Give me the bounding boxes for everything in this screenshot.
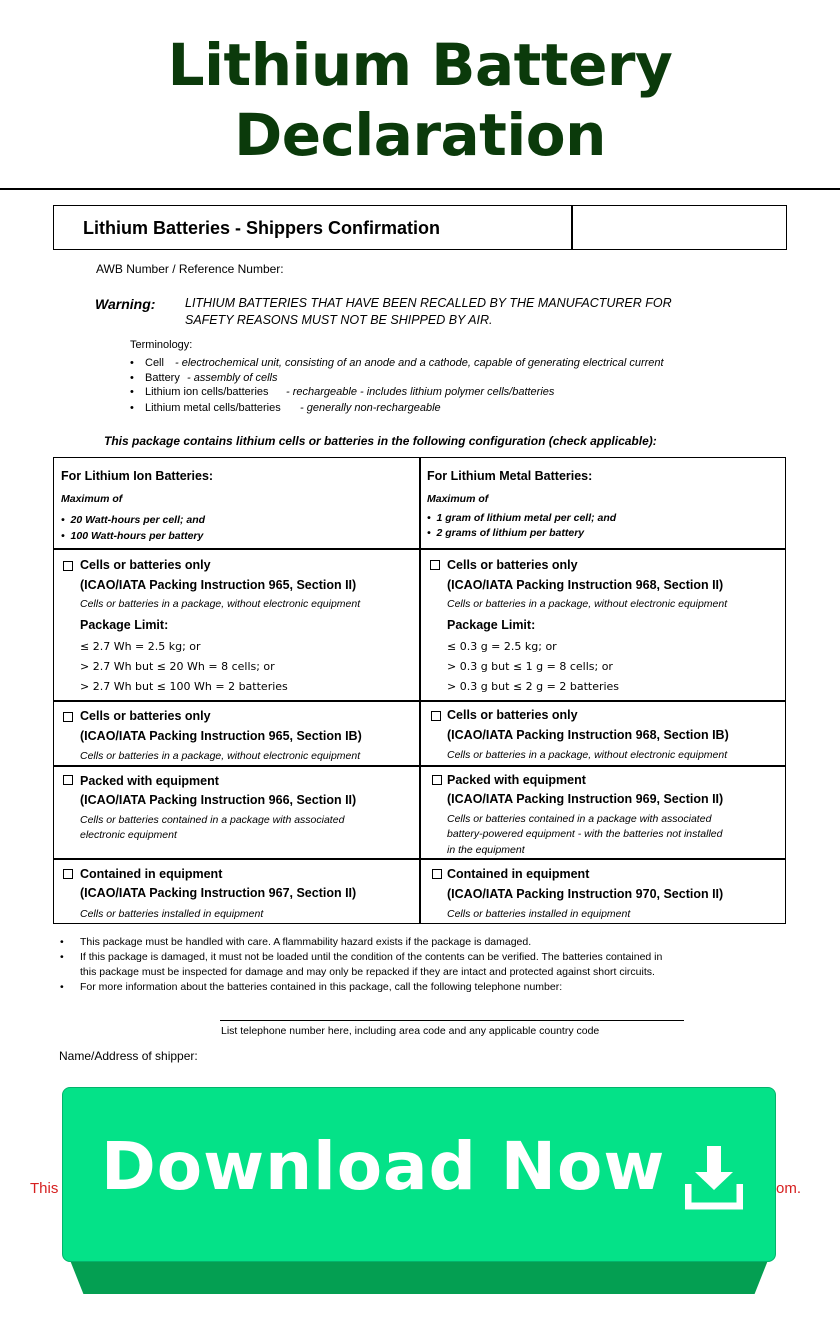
option-description: Cells or batteries in a package, without electronic equipment: [447, 749, 728, 761]
ion-pi966-checkbox[interactable]: [63, 775, 73, 785]
package-limit: > 2.7 Wh but ≤ 100 Wh = 2 batteries: [80, 680, 288, 693]
package-limit: > 0.3 g but ≤ 2 g = 2 batteries: [447, 680, 620, 693]
header-divider: [571, 206, 573, 249]
term-name: Lithium metal cells/batteries: [145, 402, 281, 414]
ion-limit-text: 20 Watt-hours per cell; and: [70, 514, 206, 526]
configuration-instruction: This package contains lithium cells or batteries in the following configuration (check applicable):: [104, 434, 657, 448]
metal-limit-text: 2 grams of lithium per battery: [436, 527, 585, 539]
ion-limit: • 100 Watt-hours per battery: [61, 530, 204, 542]
term-name: Cell: [145, 357, 164, 369]
package-limit: > 0.3 g but ≤ 1 g = 8 cells; or: [447, 660, 613, 673]
option-instruction: (ICAO/IATA Packing Instruction 965, Section IB): [80, 729, 362, 743]
note-text: This package must be handled with care. A flammability hazard exists if the package is damaged.: [80, 936, 532, 948]
option-title: Packed with equipment: [447, 773, 586, 787]
option-instruction: (ICAO/IATA Packing Instruction 965, Section II): [80, 578, 357, 592]
warning-text: LITHIUM BATTERIES THAT HAVE BEEN RECALLED BY THE MANUFACTURER FOR SAFETY REASONS MUST NOT BE SHIPPED BY AIR.: [185, 296, 672, 327]
terminology-title: Terminology:: [130, 339, 193, 351]
table-column-divider: [419, 457, 421, 924]
option-title: Cells or batteries only: [447, 708, 578, 722]
title-divider: [0, 188, 840, 190]
table-row-divider: [53, 548, 786, 550]
term-definition: - generally non-rechargeable: [300, 402, 441, 414]
warning-label: Warning:: [95, 296, 156, 312]
form-header-title: Lithium Batteries - Shippers Confirmation: [83, 218, 441, 238]
option-description: battery-powered equipment - with the batteries not installed: [447, 828, 723, 840]
package-limit-title: Package Limit:: [80, 618, 169, 632]
option-description: Cells or batteries in a package, without electronic equipment: [447, 598, 728, 610]
package-limit: > 2.7 Wh but ≤ 20 Wh = 8 cells; or: [80, 660, 275, 673]
metal-limit: • 1 gram of lithium metal per cell; and: [427, 512, 617, 524]
package-limit-title: Package Limit:: [447, 618, 536, 632]
option-description: Cells or batteries in a package, without electronic equipment: [80, 598, 361, 610]
package-limit: ≤ 0.3 g = 2.5 kg; or: [447, 640, 557, 653]
term-name: Lithium ion cells/batteries: [145, 386, 269, 398]
option-description: Cells or batteries in a package, without electronic equipment: [80, 750, 361, 762]
download-now-button[interactable]: [62, 1087, 776, 1262]
metal-pi968-section-ii-checkbox[interactable]: [430, 560, 440, 570]
ion-limit-text: 100 Watt-hours per battery: [70, 530, 204, 542]
option-title: Packed with equipment: [80, 774, 219, 788]
option-instruction: (ICAO/IATA Packing Instruction 969, Section II): [447, 792, 724, 806]
ion-pi965-section-ib-checkbox[interactable]: [63, 712, 73, 722]
term-definition: - rechargeable - includes lithium polymer cells/batteries: [286, 386, 555, 398]
option-description: Cells or batteries installed in equipment: [447, 908, 631, 920]
metal-pi968-section-ib-checkbox[interactable]: [431, 711, 441, 721]
ion-heading: For Lithium Ion Batteries:: [61, 469, 214, 483]
red-text-left: This: [30, 1180, 59, 1197]
ion-pi967-checkbox[interactable]: [63, 869, 73, 879]
form-header: [53, 205, 787, 250]
option-instruction: (ICAO/IATA Packing Instruction 966, Section II): [80, 793, 357, 807]
option-instruction: (ICAO/IATA Packing Instruction 970, Section II): [447, 887, 724, 901]
option-description: Cells or batteries contained in a package with associated: [80, 814, 345, 826]
phone-number-line[interactable]: [220, 1020, 684, 1021]
red-text-right: om.: [776, 1180, 802, 1197]
option-title: Cells or batteries only: [80, 558, 211, 572]
awb-label: AWB Number / Reference Number:: [96, 262, 284, 276]
option-description: Cells or batteries installed in equipment: [80, 908, 264, 920]
note-text: For more information about the batteries contained in this package, call the following telephone number:: [80, 981, 563, 993]
term-name: Battery: [145, 372, 180, 384]
term-definition: - electrochemical unit, consisting of an anode and a cathode, capable of generating electrical current: [175, 357, 664, 369]
package-limit: ≤ 2.7 Wh = 2.5 kg; or: [80, 640, 201, 653]
note-text: this package must be inspected for damage and may only be repacked if they are intact and protected against short circuits.: [80, 966, 655, 978]
metal-limit: • 2 grams of lithium per battery: [427, 527, 585, 539]
note-text: If this package is damaged, it must not be loaded until the condition of the contents can be verified. The batteries contained in: [80, 951, 663, 963]
metal-pi969-checkbox[interactable]: [432, 775, 442, 785]
option-title: Cells or batteries only: [447, 558, 578, 572]
option-instruction: (ICAO/IATA Packing Instruction 967, Section II): [80, 886, 357, 900]
option-description: Cells or batteries contained in a package with associated: [447, 813, 712, 825]
table-row-divider: [53, 700, 786, 702]
shipper-label: Name/Address of shipper:: [59, 1049, 198, 1063]
ion-limit: • 20 Watt-hours per cell; and: [61, 514, 206, 526]
option-description: in the equipment: [447, 844, 525, 856]
metal-limit-text: 1 gram of lithium metal per cell; and: [436, 512, 617, 524]
option-title: Cells or batteries only: [80, 709, 211, 723]
metal-pi970-checkbox[interactable]: [432, 869, 442, 879]
option-description: electronic equipment: [80, 829, 177, 841]
phone-caption: List telephone number here, including area code and any applicable country code: [221, 1025, 600, 1037]
option-instruction: (ICAO/IATA Packing Instruction 968, Section II): [447, 578, 724, 592]
download-icon: [685, 1144, 743, 1210]
option-title: Contained in equipment: [80, 867, 223, 881]
table-row-divider: [53, 765, 786, 767]
ion-pi965-section-ii-checkbox[interactable]: [63, 561, 73, 571]
table-row-divider: [53, 858, 786, 860]
option-instruction: (ICAO/IATA Packing Instruction 968, Section IB): [447, 728, 729, 742]
download-label: Download Now: [101, 1128, 666, 1205]
page-title: Lithium Battery Declaration: [167, 31, 673, 169]
ion-maximum-label: Maximum of: [61, 493, 123, 505]
metal-heading: For Lithium Metal Batteries:: [427, 469, 593, 483]
metal-maximum-label: Maximum of: [427, 493, 489, 505]
term-definition: - assembly of cells: [187, 372, 278, 384]
option-title: Contained in equipment: [447, 867, 590, 881]
